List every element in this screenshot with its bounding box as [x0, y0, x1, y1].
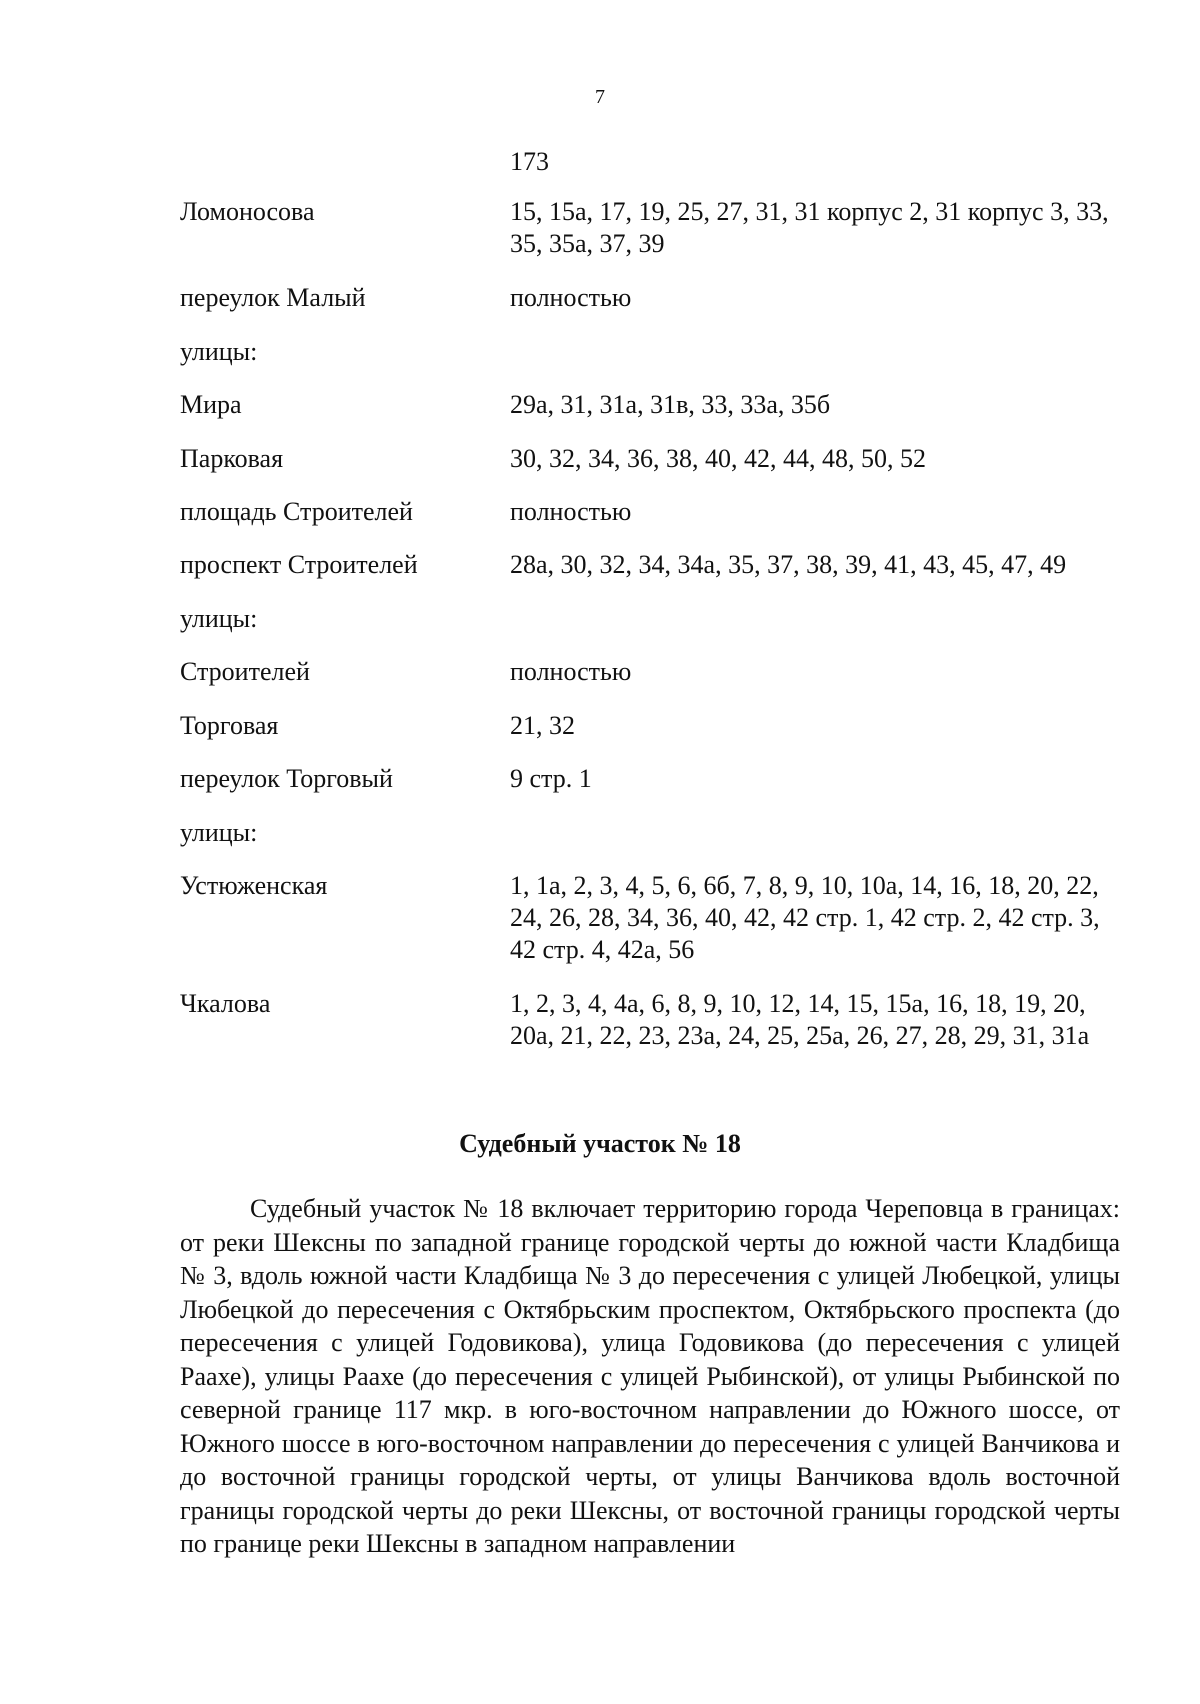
street-label: площадь Строителей: [180, 497, 413, 526]
section-paragraph: Судебный участок № 18 включает территорию города Череповца в границах: от реки Шексны по западной границе городской черты до южной части Кладбища № 3, вдоль южной части Кладбища № 3 до пересечения с улицей Любецкой, улицы Любецкой до пересечения с Октябрьским проспектом, Октябрьского проспекта (до пересечения с улицей Годовикова), улица Годовикова (до пересечения с улицей Раахе), улицы Раахе (до пересечения с улицей Рыбинской), от улицы Рыбинской по северной границе 117 мкр. в юго-восточном направлении до Южного шоссе, от Южного шоссе в юго-восточном направлении до пересечения с улицей Ванчикова и до восточной границы городской черты, от улицы Ванчикова вдоль восточной границы городской черты до реки Шексны, от восточной границы городской черты по границе реки Шексны в западном направлении: [180, 1194, 1120, 1558]
street-label: улицы:: [180, 604, 258, 633]
house-numbers: полностью: [510, 497, 632, 526]
street-label: Чкалова: [180, 989, 271, 1018]
house-numbers: 29а, 31, 31а, 31в, 33, 33а, 35б: [510, 390, 831, 419]
house-numbers: 9 стр. 1: [510, 764, 592, 793]
house-numbers: 28а, 30, 32, 34, 34а, 35, 37, 38, 39, 41, 43, 45, 47, 49: [510, 550, 1067, 579]
house-numbers: полностью: [510, 657, 632, 686]
street-label: Парковая: [180, 444, 284, 473]
street-label: Строителей: [180, 657, 310, 686]
house-numbers: полностью: [510, 283, 632, 312]
street-label: проспект Строителей: [180, 550, 418, 579]
house-numbers: 21, 32: [510, 711, 575, 740]
street-label: улицы:: [180, 818, 258, 847]
section-heading: Судебный участок № 18: [459, 1129, 741, 1158]
street-label: Торговая: [180, 711, 279, 740]
house-numbers: 1, 2, 3, 4, 4а, 6, 8, 9, 10, 12, 14, 15, 15а, 16, 18, 19, 20, 20а, 21, 22, 23, 23а, 24, 25, 25а, 26, 27, 28, 29, 31, 31а: [510, 989, 1090, 1050]
street-label: переулок Малый: [180, 283, 366, 312]
street-label: улицы:: [180, 337, 258, 366]
house-numbers: 173: [510, 147, 549, 176]
street-label: переулок Торговый: [180, 764, 393, 793]
house-numbers: 30, 32, 34, 36, 38, 40, 42, 44, 48, 50, 52: [510, 444, 926, 473]
street-label: Ломоносова: [180, 197, 315, 226]
street-label: Устюженская: [180, 871, 328, 900]
page-number: 7: [595, 86, 605, 108]
street-label: Мира: [180, 390, 242, 419]
house-numbers: 1, 1а, 2, 3, 4, 5, 6, 6б, 7, 8, 9, 10, 10а, 14, 16, 18, 20, 22, 24, 26, 28, 34, 36, 40, 42, 42 стр. 1, 42 стр. 2, 42 стр. 3, 42 стр. 4, 42а, 56: [510, 871, 1100, 964]
house-numbers: 15, 15а, 17, 19, 25, 27, 31, 31 корпус 2, 31 корпус 3, 33, 35, 35а, 37, 39: [510, 197, 1109, 258]
